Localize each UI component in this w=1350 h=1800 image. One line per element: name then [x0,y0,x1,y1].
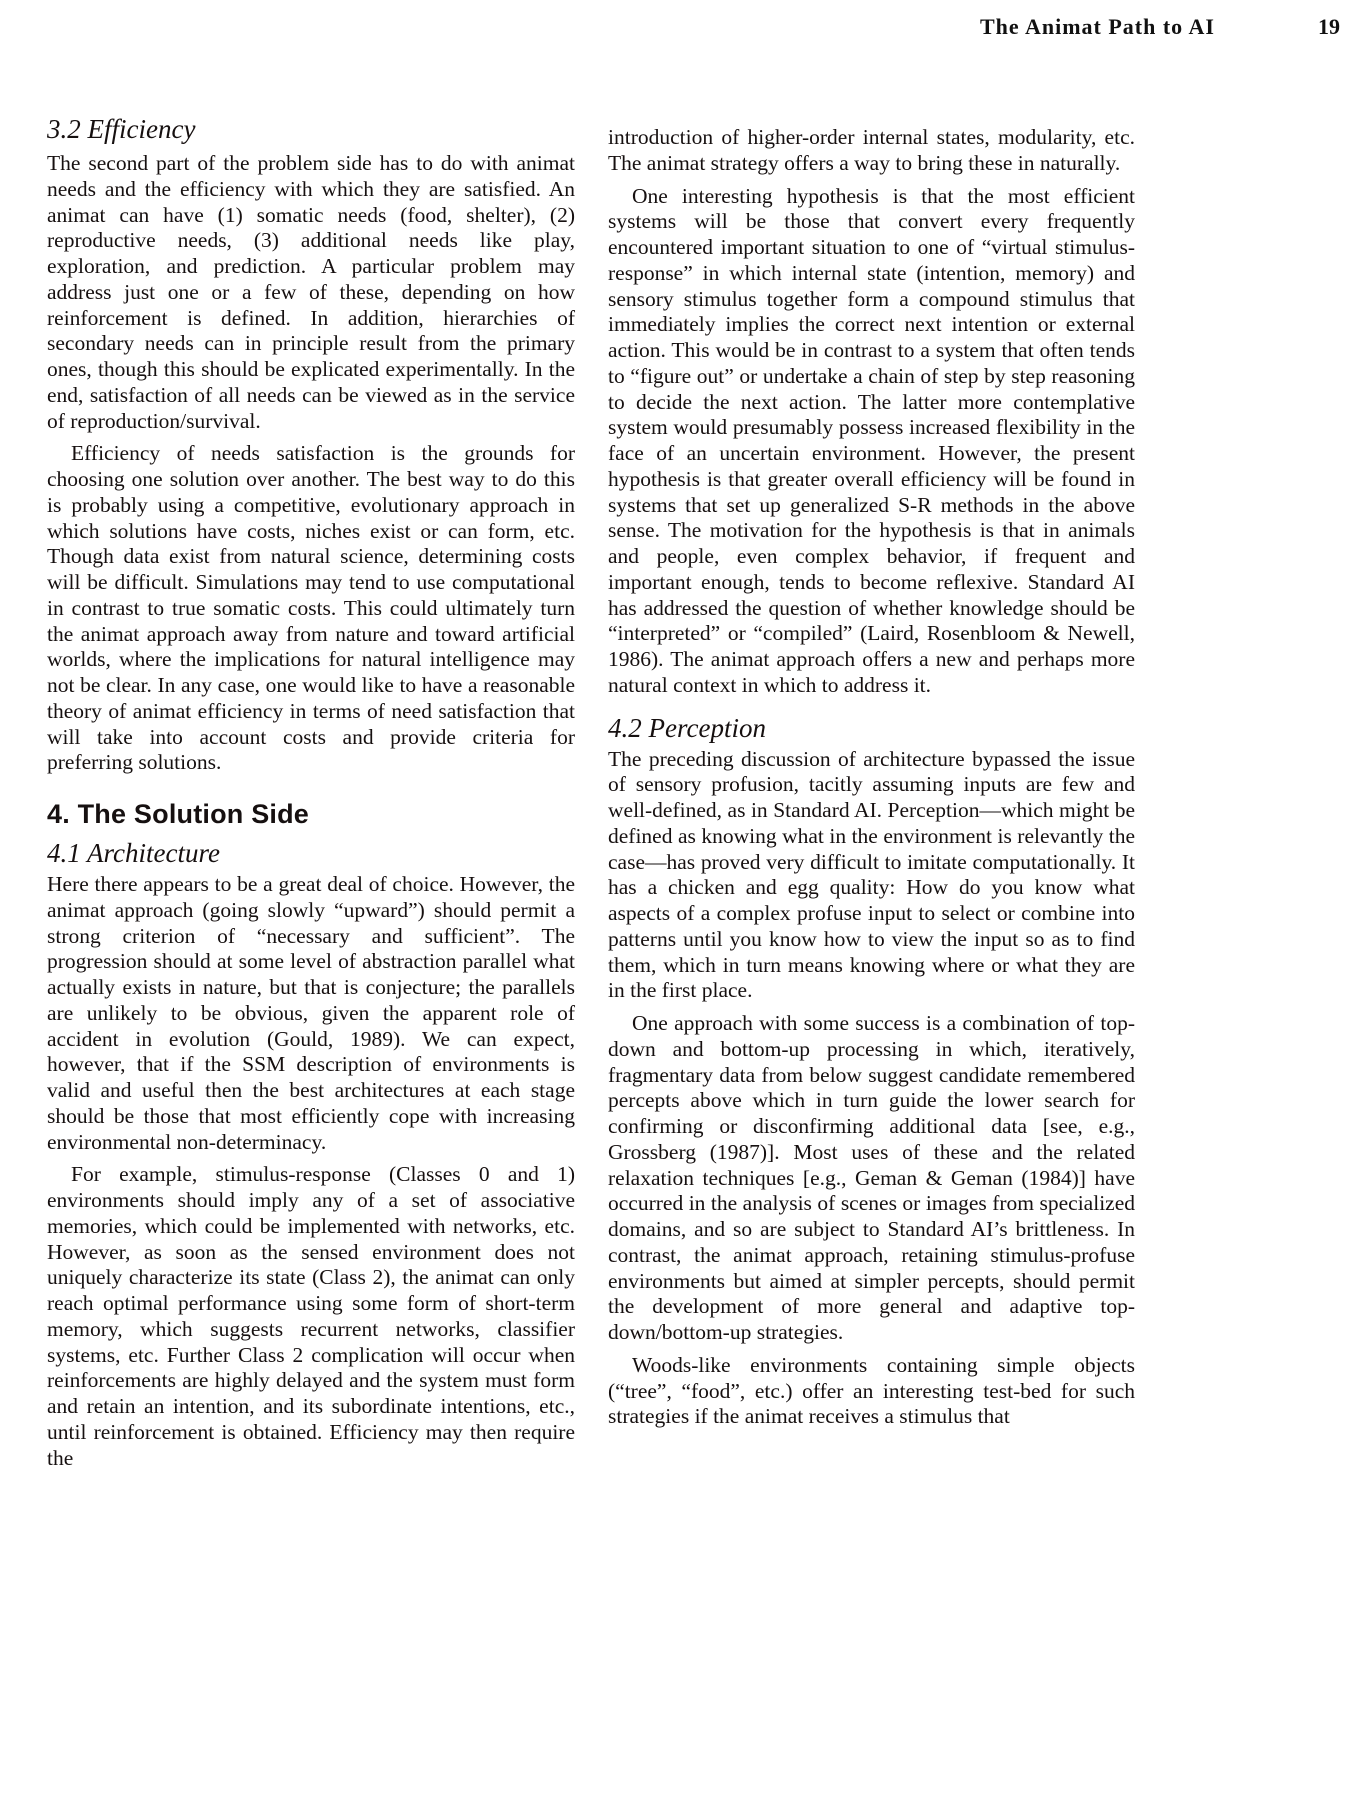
page-number: 19 [1318,14,1340,39]
paragraph: One approach with some success is a combination of top-down and bottom-up processing in which, iteratively, fragmentary data from below suggest candidate remembered percepts above which in turn guide the lower search for confirming or disconfirming additional data [see, e.g., Grossberg (1987)]. Most uses of these and the related relaxation techniques [e.g., Geman & Geman (1984)] have occurred in the analysis of scenes or images from specialized domains, and so are subject to Standard AI’s brittleness. In contrast, the animat approach, retaining stimulus-profuse environments but aimed at simpler percepts, should permit the development of more general and adaptive top-down/bottom-up strategies. [608,1011,1135,1344]
running-head: The Animat Path to AI [980,14,1215,39]
paragraph: Woods-like environments containing simple objects (“tree”, “food”, etc.) offer an interesting test-bed for such strategies if the animat receives a stimulus that [608,1352,1135,1429]
paragraph: Here there appears to be a great deal of choice. However, the animat approach (going slowly “upward”) should permit a strong criterion of “necessary and sufficient”. The progression should at some level of abstraction parallel what actually exists in nature, but that is conjecture; the parallels are unlikely to be obvious, given the apparent role of accident in evolution (Gould, 1989). We can expect, however, that if the SSM description of environments is valid and useful then the best architectures at each stage should be those that most efficiently cope with increasing environmental non-determinacy. [47,872,575,1154]
section-heading-3-2: 3.2 Efficiency [47,114,196,144]
paragraph: introduction of higher-order internal states, modularity, etc. The animat strategy offers a way to bring these in naturally. [608,125,1135,175]
paragraph: One interesting hypothesis is that the most efficient systems will be those that convert every frequently encountered important situation to one of “virtual stimulus-response” in which internal state (intention, memory) and sensory stimulus together form a compound stimulus that immediately implies the correct next intention or external action. This would be in contrast to a system that often tends to “figure out” or undertake a chain of step by step reasoning to decide the next action. The latter more contemplative system would presumably possess increased flexibility in the face of an uncertain environment. However, the present hypothesis is that greater overall efficiency will be found in systems that set up generalized S-R methods in the above sense. The motivation for the hypothesis is that in animals and people, even complex behavior, if frequent and important enough, tends to become reflexive. Standard AI has addressed the question of whether knowledge should be “interpreted” or “compiled” (Laird, Rosenbloom & Newell, 1986). The animat approach offers a new and perhaps more natural context in which to address it. [608,183,1135,697]
paragraph: The preceding discussion of architecture bypassed the issue of sensory profusion, tacitly assuming inputs are few and well-defined, as in Standard AI. Perception—which might be defined as knowing what in the environment is relevantly the case—has proved very difficult to imitate computationally. It has a chicken and egg quality: How do you know what aspects of a complex profuse input to select or combine into patterns until you know how to view the input so as to find them, which in turn means knowing where or what they are in the first place. [608,746,1135,1003]
section-heading-4-1: 4.1 Architecture [47,838,220,868]
left-column [47,151,575,1471]
paragraph: The second part of the problem side has to do with animat needs and the efficiency with which they are satisfied. An animat can have (1) somatic needs (food, shelter), (2) reproductive needs, (3) additional needs like play, exploration, and prediction. A particular problem may address just one or a few of these, depending on how reinforcement is defined. In addition, hierarchies of secondary needs can in principle result from the primary ones, though this should be explicated experimentally. In the end, satisfaction of all needs can be viewed as in the service of reproduction/survival. [47,151,575,433]
paragraph: Efficiency of needs satisfaction is the grounds for choosing one solution over another. The best way to do this is probably using a competitive, evolutionary approach in which solutions have costs, niches exist or can form, etc. Though data exist from natural science, determining costs will be difficult. Simulations may tend to use computational in contrast to true somatic costs. This could ultimately turn the animat approach away from nature and toward artificial worlds, where the implications for natural intelligence may not be clear. In any case, one would like to have a reasonable theory of animat efficiency in terms of need satisfaction that will take into account costs and provide criteria for preferring solutions. [47,441,575,775]
right-column [608,125,1135,1430]
section-heading-4-2: 4.2 Perception [608,712,766,743]
paragraph: For example, stimulus-response (Classes 0 and 1) environments should imply any of a set of associative memories, which could be implemented with networks, etc. However, as soon as the sensed environment does not uniquely characterize its state (Class 2), the animat can only reach optimal performance using some form of short-term memory, which suggests recurrent networks, classifier systems, etc. Further Class 2 complication will occur when reinforcements are highly delayed and the system must form and retain an intention, and its subordinate intentions, etc., until reinforcement is obtained. Efficiency may then require the [47,1162,575,1470]
section-heading-4: 4. The Solution Side [47,799,310,829]
